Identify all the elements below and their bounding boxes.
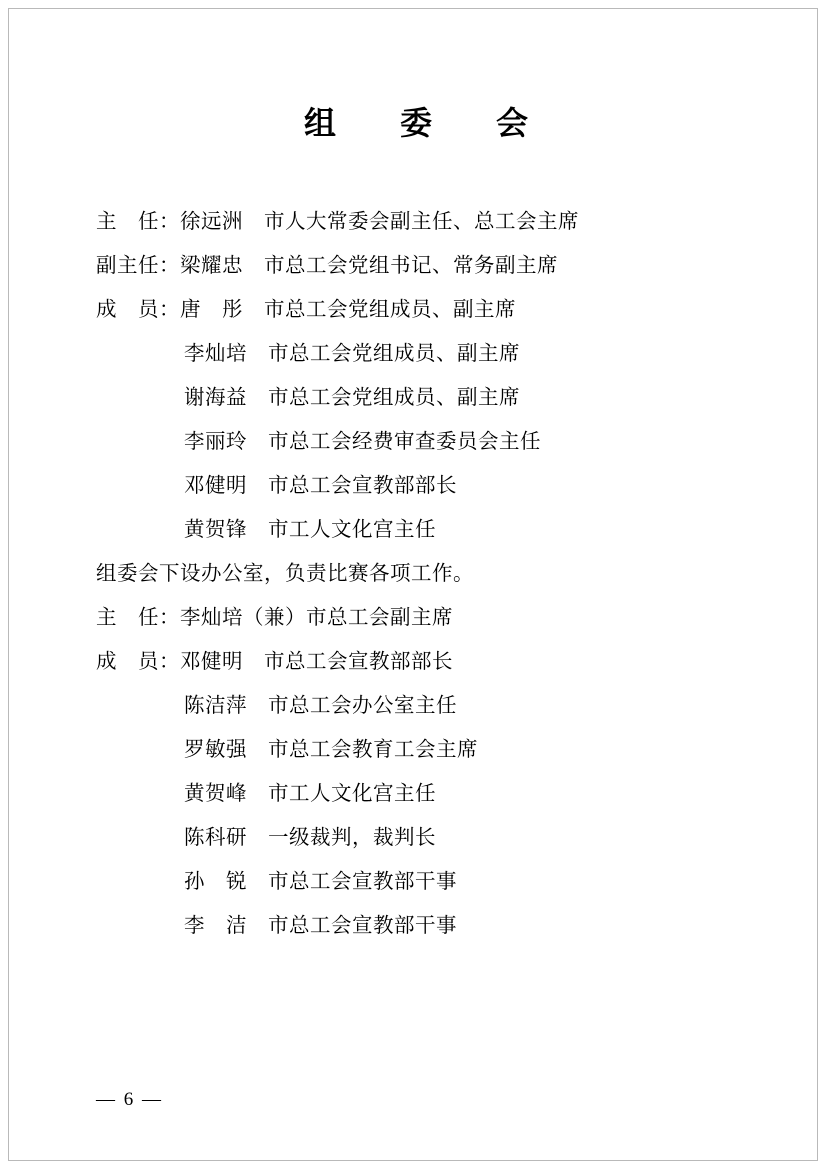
organizing-committee-section: [96, 200, 736, 552]
office-line: 黄贺峰 市工人文化宫主任: [184, 783, 436, 805]
office-line: 罗敏强 市总工会教育工会主席: [184, 739, 478, 761]
office-line: 陈洁萍 市总工会办公室主任: [184, 695, 457, 717]
page-number: — 6 —: [96, 1089, 163, 1110]
committee-line: 邓健明 市总工会宣教部部长: [184, 475, 457, 497]
committee-line: 黄贺锋 市工人文化宫主任: [184, 519, 436, 541]
office-section: [96, 552, 736, 948]
committee-line: 李灿培 市总工会党组成员、副主席: [184, 343, 520, 365]
page-title: 组 委 会: [303, 105, 544, 141]
office-line: 李 洁 市总工会宣教部干事: [184, 915, 457, 937]
office-line: 孙 锐 市总工会宣教部干事: [184, 871, 457, 893]
committee-line: 副主任：梁耀忠 市总工会党组书记、常务副主席: [96, 255, 558, 277]
committee-line: 李丽玲 市总工会经费审查委员会主任: [184, 431, 541, 453]
office-line: 主 任：李灿培（兼）市总工会副主席: [96, 607, 453, 629]
committee-line: 成 员：唐 彤 市总工会党组成员、副主席: [96, 299, 516, 321]
committee-line: 谢海益 市总工会党组成员、副主席: [184, 387, 520, 409]
office-line: 组委会下设办公室，负责比赛各项工作。: [96, 563, 474, 585]
office-line: 陈科研 一级裁判，裁判长: [184, 827, 436, 849]
office-line: 成 员：邓健明 市总工会宣教部部长: [96, 651, 453, 673]
committee-line: 主 任：徐远洲 市人大常委会副主任、总工会主席: [96, 211, 579, 233]
document-content: [96, 70, 736, 948]
